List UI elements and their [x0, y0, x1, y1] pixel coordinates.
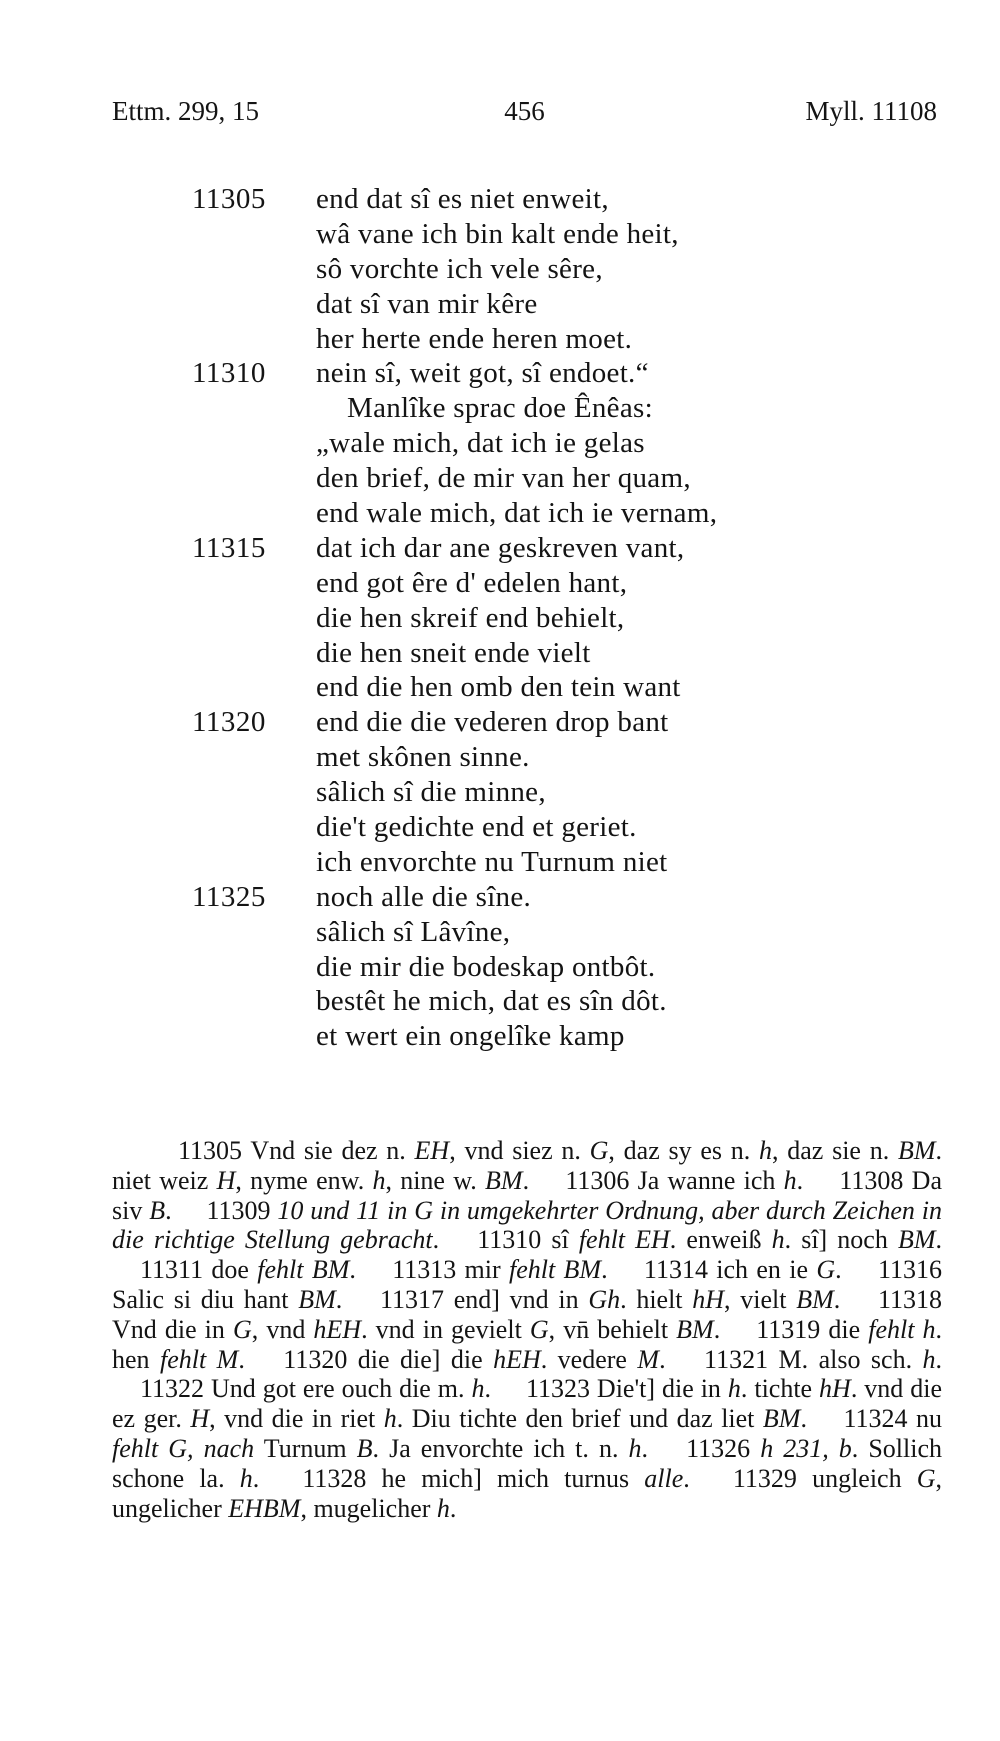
- note-text: ich en ie: [707, 1255, 817, 1285]
- verse-line: [0, 705, 1000, 740]
- editorial-italic: G: [529, 1314, 549, 1344]
- note-line-number: 11322: [140, 1374, 205, 1404]
- note-line-number: 11328: [302, 1463, 367, 1493]
- note-line-number: 11317: [379, 1284, 445, 1314]
- note-text: sî: [541, 1225, 579, 1255]
- header-right-reference: Myll. 11108: [805, 96, 937, 126]
- verse-text-line: die hen skreif end behielt,: [316, 601, 625, 634]
- note-text: .: [641, 1433, 649, 1463]
- editorial-italic: BM: [796, 1284, 834, 1314]
- editorial-italic: B: [356, 1433, 373, 1463]
- editorial-italic: G: [916, 1463, 936, 1493]
- note-line-number: 11306: [565, 1165, 630, 1195]
- note-text: . vedere: [540, 1344, 638, 1374]
- editorial-italic: G: [816, 1255, 836, 1285]
- note-line-number: 11324: [843, 1404, 908, 1434]
- note-text: M. also sch.: [768, 1344, 923, 1374]
- note-text: , vielt: [724, 1284, 797, 1314]
- note-text: . niet weiz: [112, 1136, 942, 1195]
- note-text: . Sollich schone la.: [112, 1433, 943, 1493]
- verse-text-line: wâ vane ich bin kalt ende heit,: [316, 217, 679, 250]
- editorial-italic: h: [771, 1225, 785, 1255]
- verse-text-line: noch alle die sîne.: [316, 880, 532, 913]
- apparatus-note: [449, 1225, 942, 1254]
- editorial-italic: fehlt BM: [257, 1255, 350, 1285]
- verse-text-line: end die die vederen drop bant: [316, 706, 669, 739]
- editorial-italic: h: [922, 1344, 936, 1374]
- editorial-italic: hEH: [313, 1314, 362, 1344]
- verse-text: [0, 182, 1000, 1054]
- editorial-italic: BM: [897, 1225, 936, 1255]
- editorial-italic: B: [149, 1195, 166, 1225]
- editorial-italic: h: [239, 1463, 253, 1493]
- note-line-number: 11305: [178, 1136, 243, 1165]
- note-text: .: [713, 1314, 721, 1344]
- note-text: , nine w.: [385, 1165, 486, 1195]
- verse-line: [0, 356, 1000, 391]
- note-line-number: 11310: [477, 1225, 542, 1255]
- verse-text-line: die hen sneit ende vielt: [316, 636, 591, 669]
- editorial-italic: EHBM: [228, 1493, 301, 1523]
- editorial-italic: M: [637, 1344, 660, 1374]
- editorial-italic: h: [628, 1433, 642, 1463]
- editorial-italic: EH: [414, 1136, 450, 1165]
- verse-line: [0, 287, 1000, 322]
- note-text: . hen: [112, 1314, 943, 1374]
- apparatus-note: [676, 1345, 942, 1374]
- verse-line: [0, 531, 1000, 566]
- apparatus-note: [537, 1166, 803, 1195]
- verse-text-line: nein sî, weit got, sî endoet.“: [316, 357, 649, 390]
- note-line-number: 11320: [283, 1344, 348, 1374]
- line-number: 11310: [192, 357, 266, 390]
- verse-line: [0, 566, 1000, 601]
- verse-line: [0, 845, 1000, 880]
- note-text: doe: [203, 1255, 258, 1285]
- note-text: . sî] noch: [784, 1225, 898, 1255]
- apparatus-note: [616, 1255, 842, 1284]
- verse-line: [0, 182, 1000, 217]
- note-text: , mugelicher: [300, 1493, 437, 1523]
- note-text: , vnd die in riet: [209, 1404, 384, 1434]
- line-number: 11315: [192, 531, 266, 564]
- editorial-italic: alle: [644, 1463, 684, 1493]
- note-text: .: [449, 1493, 457, 1523]
- verse-text-line: ich envorchte nu Turnum niet: [316, 845, 668, 878]
- verse-text-line: „wale mich, dat ich ie gelas: [316, 427, 645, 460]
- note-text: .: [335, 1284, 343, 1314]
- note-text: .: [683, 1463, 690, 1493]
- editorial-italic: h: [436, 1493, 450, 1523]
- editorial-italic: H: [216, 1165, 236, 1195]
- note-line-number: 11308: [839, 1165, 904, 1195]
- editorial-italic: BM: [676, 1314, 714, 1344]
- verse-line: [0, 810, 1000, 845]
- apparatus-note: [274, 1464, 689, 1493]
- line-number: 11305: [192, 183, 266, 215]
- note-text: .: [796, 1165, 804, 1195]
- verse-text-line: den brief, de mir van her quam,: [316, 462, 691, 495]
- note-text: Vnd sie dez n.: [242, 1136, 415, 1165]
- note-text: . tichte: [740, 1374, 820, 1404]
- note-text: Turnum: [254, 1433, 357, 1463]
- editorial-italic: hH: [819, 1374, 851, 1404]
- note-text: , vn̄ behielt: [548, 1314, 677, 1344]
- note-text: . Ja envorchte ich t. n.: [372, 1433, 629, 1463]
- verse-text-line: end wale mich, dat ich ie vernam,: [316, 497, 718, 530]
- editorial-italic: fehlt BM: [509, 1255, 602, 1285]
- apparatus-note: [112, 1255, 356, 1284]
- note-line-number: 11311: [140, 1255, 204, 1285]
- note-text: mir: [456, 1255, 509, 1285]
- note-text: Da siv: [112, 1165, 942, 1225]
- line-number: 11320: [192, 706, 266, 739]
- verse-text-line: end dat sî es niet enweit,: [316, 183, 609, 215]
- verse-text-line: bestêt he mich, dat es sîn dôt.: [316, 985, 667, 1018]
- editorial-italic: BM: [762, 1404, 801, 1434]
- note-text: die: [820, 1314, 869, 1344]
- critical-apparatus: [112, 1136, 942, 1523]
- note-text: Und got ere ouch die m.: [204, 1374, 472, 1404]
- note-text: nu: [907, 1404, 942, 1434]
- note-text: .: [835, 1255, 842, 1285]
- verse-line: [0, 1019, 1000, 1054]
- note-text: , ungelicher: [112, 1463, 943, 1523]
- editorial-italic: hEH: [493, 1344, 541, 1374]
- note-line-number: 11323: [525, 1374, 590, 1404]
- note-text: .: [800, 1404, 807, 1434]
- verse-text-line: sô vorchte ich vele sêre,: [316, 252, 603, 285]
- note-line-number: 11318: [877, 1284, 942, 1314]
- note-text: .: [238, 1344, 245, 1374]
- note-text: ungleich: [796, 1463, 917, 1493]
- note-text: .: [484, 1374, 491, 1404]
- apparatus-note: [352, 1285, 840, 1314]
- editorial-italic: h: [372, 1165, 386, 1195]
- verse-line: [0, 426, 1000, 461]
- note-text: .: [601, 1255, 608, 1285]
- editorial-italic: h: [783, 1165, 797, 1195]
- verse-line: [0, 496, 1000, 531]
- editorial-italic: fehlt G, nach: [112, 1433, 255, 1463]
- verse-text-line: end got êre d' edelen hant,: [316, 566, 628, 599]
- verse-line: [0, 915, 1000, 950]
- note-line-number: 11314: [643, 1255, 708, 1285]
- note-line-number: 11316: [877, 1255, 942, 1285]
- note-text: .: [833, 1284, 841, 1314]
- note-text: , daz sie n.: [772, 1136, 898, 1165]
- note-text: .: [659, 1344, 666, 1374]
- note-text: . hielt: [620, 1284, 693, 1314]
- page-number: 456: [504, 96, 545, 126]
- verse-text-line: end die hen omb den tein want: [316, 671, 681, 704]
- editorial-italic: fehlt h: [868, 1314, 936, 1344]
- note-line-number: 11309: [206, 1195, 271, 1225]
- note-text: , vnd siez n.: [449, 1136, 590, 1165]
- note-text: Salic si diu hant: [112, 1284, 299, 1314]
- editorial-italic: h: [759, 1136, 772, 1165]
- editorial-italic: h 231, b: [760, 1433, 852, 1463]
- note-text: . vnd die ez ger.: [112, 1374, 942, 1434]
- note-text: . Diu tichte den brief und daz liet: [396, 1404, 763, 1434]
- note-text: .: [349, 1255, 356, 1285]
- verse-line: [0, 252, 1000, 287]
- verse-line: [0, 880, 1000, 915]
- note-text: , nyme enw.: [235, 1165, 373, 1195]
- line-number: 11325: [192, 880, 266, 913]
- verse-text-line: her herte ende heren moet.: [316, 322, 633, 355]
- editorial-italic: Gh: [588, 1284, 621, 1314]
- verse-text-line: dat sî van mir kêre: [316, 287, 538, 320]
- note-text: .: [432, 1225, 440, 1255]
- note-line-number: 11319: [756, 1314, 821, 1344]
- note-text: . vnd in gevielt: [361, 1314, 530, 1344]
- verse-line: [0, 740, 1000, 775]
- verse-text-line: Manlîke sprac doe Ênêas:: [347, 392, 653, 425]
- verse-line: [0, 217, 1000, 252]
- note-text: .: [165, 1195, 172, 1225]
- verse-line: [0, 601, 1000, 636]
- editorial-italic: BM: [298, 1284, 336, 1314]
- verse-text-line: die't gedichte end et geriet.: [316, 811, 637, 844]
- editorial-italic: fehlt M: [160, 1344, 239, 1374]
- verse-line: [0, 391, 1000, 426]
- verse-line: [0, 636, 1000, 671]
- verse-text-line: sâlich sî die minne,: [316, 776, 546, 809]
- editorial-italic: h: [727, 1374, 741, 1404]
- verse-text-line: dat ich dar ane geskreven vant,: [316, 531, 685, 564]
- apparatus-note: [364, 1255, 607, 1284]
- note-text: [750, 1434, 760, 1463]
- note-text: . enweiß: [669, 1225, 772, 1255]
- verse-line: [0, 322, 1000, 357]
- note-line-number: 11321: [704, 1344, 769, 1374]
- note-text: end] vnd in: [444, 1284, 589, 1314]
- note-text: Ja wanne ich: [629, 1165, 784, 1195]
- running-header: [112, 96, 937, 136]
- note-text: .: [935, 1344, 943, 1374]
- verse-text-line: sâlich sî Lâvîne,: [316, 915, 511, 948]
- note-text: , daz sy es n.: [608, 1136, 759, 1165]
- note-text: .: [252, 1463, 260, 1493]
- editorial-italic: H: [190, 1404, 210, 1434]
- verse-text-line: et wert ein ongelîke kamp: [316, 1020, 625, 1053]
- note-text: Vnd die in: [112, 1314, 233, 1344]
- verse-text-line: die mir die bodeskap ontbôt.: [316, 950, 656, 983]
- editorial-italic: 10 und 11 in G in umgekehrter Ordnung, aber durch Zeichen in die richtige Stellung gebracht: [112, 1195, 943, 1255]
- editorial-italic: fehlt EH: [578, 1225, 670, 1255]
- note-line-number: 11326: [686, 1433, 751, 1463]
- verse-line: [0, 461, 1000, 496]
- editorial-italic: h: [383, 1404, 397, 1434]
- editorial-italic: BM: [485, 1165, 523, 1195]
- header-left-reference: Ettm. 299, 15: [112, 96, 259, 126]
- verse-line: [0, 775, 1000, 810]
- editorial-italic: hH: [692, 1284, 725, 1314]
- apparatus-note: [112, 1374, 491, 1403]
- note-text: die die] die: [347, 1344, 494, 1374]
- verse-line: [0, 984, 1000, 1019]
- note-text: .: [935, 1225, 943, 1255]
- note-text: he mich] mich turnus: [366, 1463, 645, 1493]
- note-text: Die't] die in: [589, 1374, 728, 1404]
- verse-line: [0, 670, 1000, 705]
- editorial-italic: h: [471, 1374, 485, 1404]
- apparatus-note: [255, 1345, 665, 1374]
- note-line-number: 11329: [732, 1463, 797, 1493]
- editorial-italic: G: [232, 1314, 252, 1344]
- note-text: .: [522, 1165, 530, 1195]
- note-text: , vnd: [251, 1314, 314, 1344]
- editorial-italic: G: [589, 1136, 609, 1165]
- verse-line: [0, 950, 1000, 985]
- note-line-number: 11313: [392, 1255, 457, 1285]
- editorial-italic: BM: [897, 1136, 936, 1165]
- verse-text-line: met skônen sinne.: [316, 741, 530, 774]
